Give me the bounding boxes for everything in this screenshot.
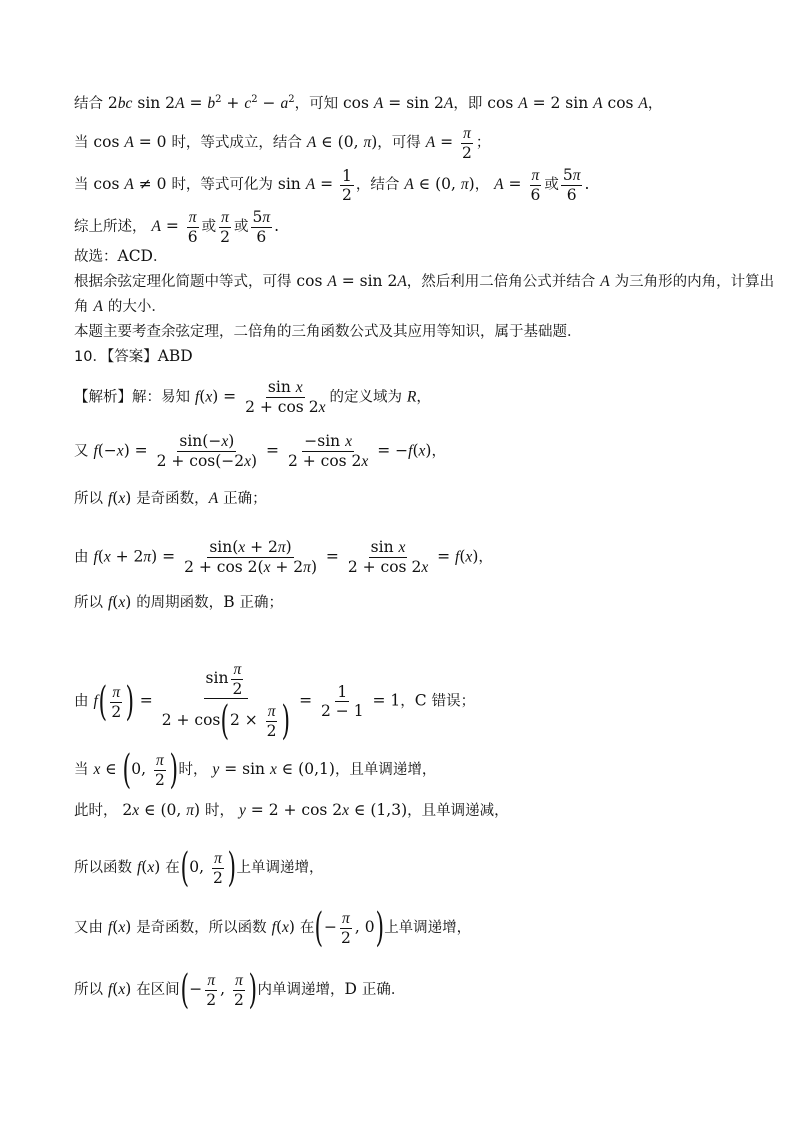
line-10: 【解析】解：易知 f(x) = $\frac{\text{sin x}}{2 + \cos 2x}$ 的定义域为 R， (74, 378, 431, 416)
line-11: 又 f(−x) = $\frac{\sin(-x)}{2 + \cos(-2x)}$ = $\frac{\text{−sin x}}{2 + \cos 2x}$ = −f(x)， (74, 432, 446, 470)
line-7: 角 A 的大小． (74, 298, 166, 315)
line-3: 当 cos A ≠ 0 时，等式可化为 sin A = $\frac{1}{2}$ ，结合 A ∈ (0, π)， A = $\frac{\pi}{6}$ 或 $\frac{5\pi}{6}$ . (74, 166, 590, 204)
line-12: 所以 f(x) 是奇函数，A 正确； (74, 489, 267, 507)
line-5: 故选：ACD． (74, 247, 168, 265)
line-14: 所以 f(x) 的周期函数，B 正确； (74, 593, 284, 611)
line-9: 10．【答案】ABD (74, 347, 193, 365)
line-19: 又由 f(x) 是奇函数，所以函数 f(x) 在(− $\frac{\pi}{2}$ , 0)上单调递增， (74, 905, 472, 951)
line-20: 所以 f(x) 在区间(− $\frac{\pi}{2}$ , $\frac{\pi}{2}$ )内单调递增，D 正确． (74, 967, 406, 1013)
line-4: 综上所述， A = $\frac{\pi}{6}$ 或 $\frac{\pi}{2}$ 或 $\frac{5\pi}{6}$ . (74, 208, 280, 246)
line-15: 由 f( $\frac{\pi}{2}$ ) = sin $\frac{\pi}{2}$ 2 + cos(2 × $\frac{\pi}{2}$ ) = $\frac{1}{2 - 1}$ = 1，C 错误； (74, 661, 476, 744)
line-8: 本题主要考查余弦定理，二倍角的三角函数公式及其应用等知识，属于基础题． (74, 324, 582, 340)
line-13: 由 f(x + 2π) = $\frac{\sin(x + 2\pi)}{2 + \cos 2(x + 2\pi)}$ = $\frac{\text{sin x}}{2 + \cos 2x}$ = f(x)， (74, 538, 493, 576)
line-16: 当 x ∈ (0, $\frac{\pi}{2}$ )时， y = sin x ∈ (0,1)，且单调递增， (74, 747, 437, 793)
line-18: 所以函数 f(x) 在(0, $\frac{\pi}{2}$ )上单调递增， (74, 845, 324, 891)
line-6: 根据余弦定理化简题中等式，可得 cos A = sin 2A，然后利用二倍角公式并结合 A 为三角形的内角，计算出 (74, 272, 775, 290)
line-1: 结合 2bc $\sin 2A = b^2 + c^2 - a^2$，可知 cos A = sin 2A，即 cos A = 2 sin A cos A， (74, 94, 663, 113)
line-2: 当 cos A = 0 时，等式成立，结合 A ∈ (0, π)，可得 A = $\frac{\pi}{2}$ ； (74, 125, 491, 162)
line-17: 此时， 2x ∈ (0, π) 时， y = 2 + cos 2x ∈ (1,3)，且单调递减， (74, 801, 509, 819)
